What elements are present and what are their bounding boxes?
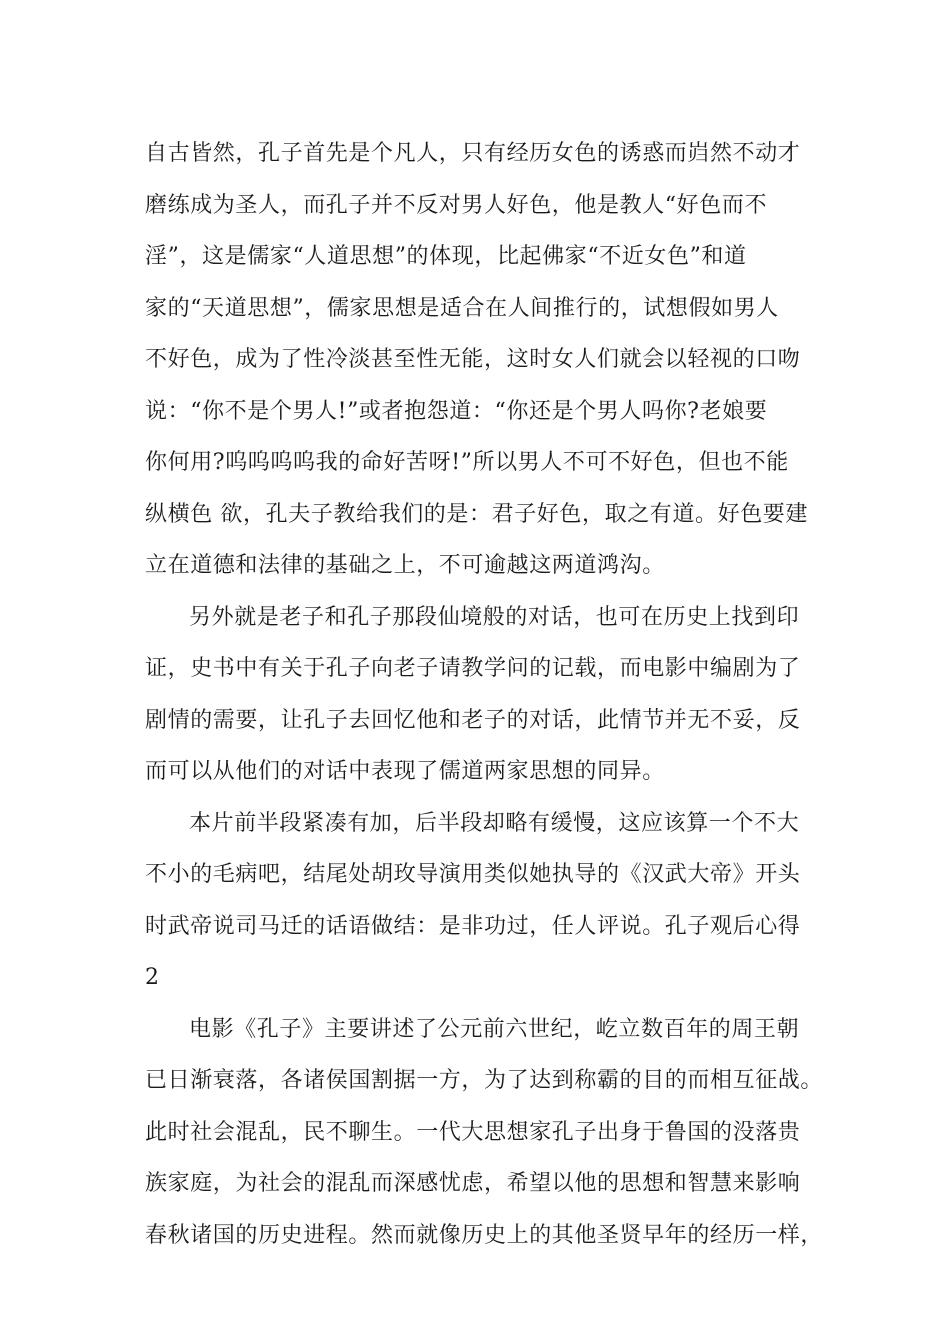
text-line: 而可以从他们的对话中表现了儒道两家思想的同异。: [145, 759, 665, 784]
text-line: 此时社会混乱，民不聊生。一代大思想家孔子出身于鲁国的没落贵: [145, 1119, 801, 1145]
text-line: 不好色，成为了性冷淡甚至性无能，这时女人们就会以轻视的口吻: [145, 347, 801, 372]
text-line: 说：“你不是个男人!”或者抱怨道：“你还是个男人吗你?老娘要: [145, 398, 768, 424]
paragraph-start-line: 电影《孔子》主要讲述了公元前六世纪，屹立数百年的周王朝: [189, 1016, 800, 1042]
text-line: 时武帝说司马迁的话语做结：是非功过，任人评说。孔子观后心得: [145, 913, 801, 939]
text-line: 自古皆然，孔子首先是个凡人，只有经历女色的诱惑而岿然不动才: [145, 141, 801, 166]
text-line: 纵横色 欲，孔夫子教给我们的是：君子好色，取之有道。好色要建: [145, 501, 808, 527]
document-body: [145, 128, 825, 1261]
text-line: 证，史书中有关于孔子向老子请教学问的记载，而电影中编剧为了: [145, 656, 801, 681]
text-line: 春秋诸国的历史进程。然而就像历史上的其他圣贤早年的经历一样，: [145, 1222, 824, 1248]
section-number-line: 2: [145, 965, 160, 990]
text-line: 淫”，这是儒家“人道思想”的体现，比起佛家“不近女色”和道: [145, 244, 747, 269]
text-line: 磨练成为圣人，而孔子并不反对男人好色，他是教人“好色而不: [145, 192, 768, 218]
text-line: 你何用?呜呜呜呜我的命好苦呀!”所以男人不可不好色，但也不能: [145, 450, 789, 475]
text-line: 已日渐衰落，各诸侯国割据一方，为了达到称霸的目的而相互征战。: [145, 1068, 824, 1093]
paragraph-start-line: 本片前半段紧凑有加，后半段却略有缓慢，这应该算一个不大: [189, 810, 800, 836]
paragraph-start-line: 另外就是老子和孔子那段仙境般的对话，也可在历史上找到印: [189, 604, 800, 630]
text-line: 立在道德和法律的基础之上，不可逾越这两道鸿沟。: [145, 553, 665, 578]
text-line: 不小的毛病吧，结尾处胡玫导演用类似她执导的《汉武大帝》开头: [145, 862, 801, 887]
text-line: 家的“天道思想”，儒家思想是适合在人间推行的，试想假如男人: [145, 295, 779, 321]
text-line: 剧情的需要，让孔子去回忆他和老子的对话，此情节并无不妥，反: [145, 707, 801, 733]
text-line: 族家庭，为社会的混乱而深感忧虑，希望以他的思想和智慧来影响: [145, 1171, 801, 1196]
